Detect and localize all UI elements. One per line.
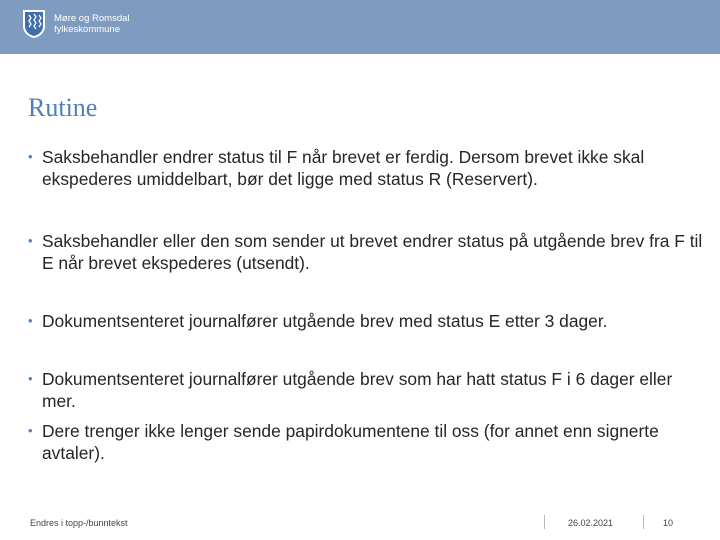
county-coat-of-arms-icon [22,9,46,39]
bullet-marker: • [28,313,33,328]
bullet-marker: • [28,149,33,164]
footer-text: Endres i topp-/bunntekst [30,518,128,528]
organization-name-line-2: fylkeskommune [54,24,120,35]
organization-name [54,13,130,35]
organization-name-line-1: Møre og Romsdal [54,13,130,24]
slide-title: Rutine [28,93,98,122]
footer-divider [643,515,644,529]
bullet-marker: • [28,233,33,248]
list-item [28,420,708,464]
bullet-text: Dokumentsenteret journalfører utgående brev som har hatt status F i 6 dager eller mer. [42,369,673,411]
list-item [28,310,708,332]
list-item [28,230,708,274]
list-item [28,368,708,412]
bullet-marker: • [28,423,33,438]
page-number: 10 [663,518,674,528]
bullet-marker: • [28,371,33,386]
header-bar [0,0,720,54]
footer-date: 26.02.2021 [568,518,614,528]
bullet-text: Dere trenger ikke lenger sende papirdokumentene til oss (for annet enn signerte avtaler). [42,421,659,463]
bullet-text: Saksbehandler endrer status til F når brevet er ferdig. Dersom brevet ikke skal ekspederes umiddelbart, bør det ligge med status R (Reservert). [42,147,645,189]
bullet-text: Dokumentsenteret journalfører utgående brev med status E etter 3 dager. [42,311,608,331]
list-item [28,146,708,190]
logo [22,9,130,39]
bullet-text: Saksbehandler eller den som sender ut brevet endrer status på utgående brev fra F til E når brevet ekspederes (utsendt). [42,231,703,273]
footer-divider [544,515,545,529]
